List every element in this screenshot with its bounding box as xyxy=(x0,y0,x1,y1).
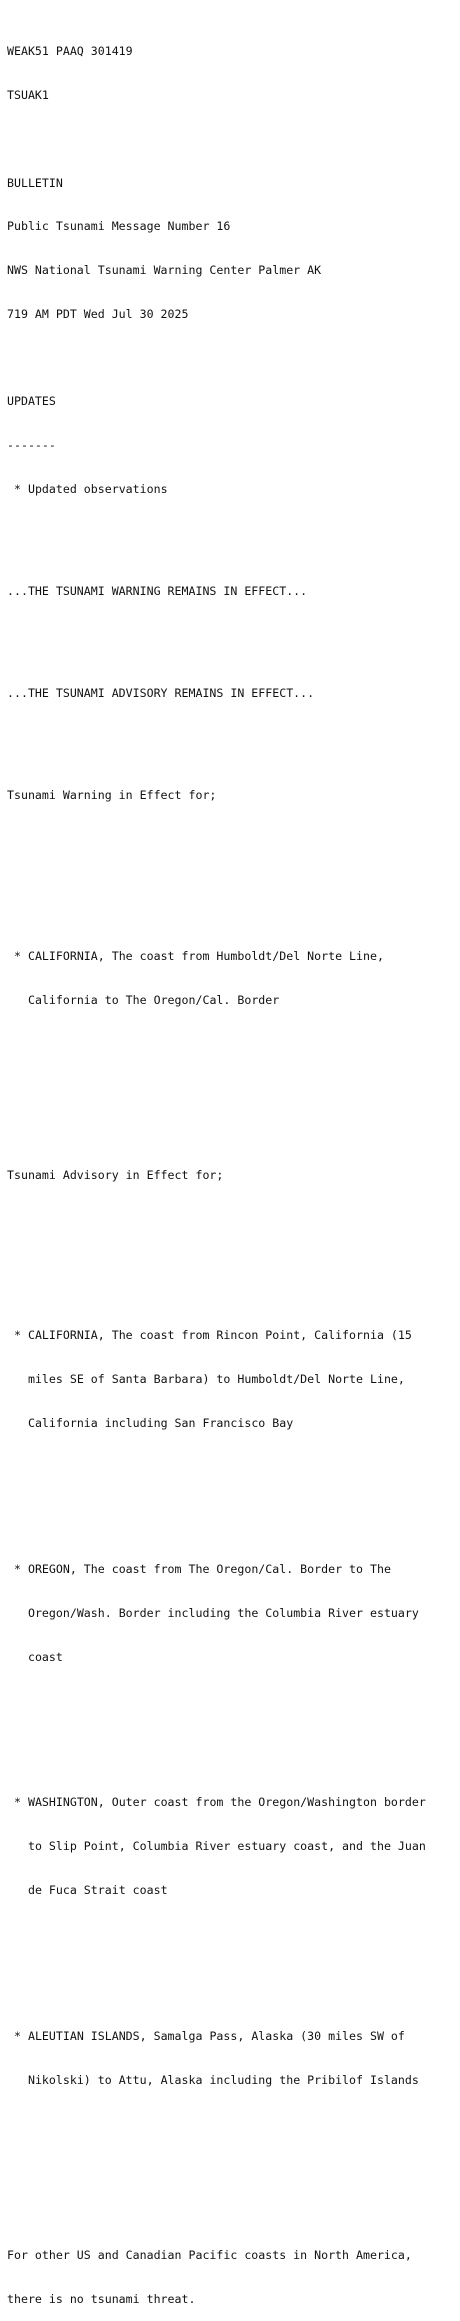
area-line: * CALIFORNIA, The coast from Humboldt/Del Norte Line, xyxy=(14,949,384,963)
footer-line: there is no tsunami threat. xyxy=(7,2291,196,2306)
advisory-area-item xyxy=(7,2000,457,2117)
area-line: Nikolski) to Attu, Alaska including the Pribilof Islands xyxy=(14,2072,419,2087)
message-title: Public Tsunami Message Number 16 xyxy=(7,219,231,234)
advisory-remains-statement: ...THE TSUNAMI ADVISORY REMAINS IN EFFECT... xyxy=(7,686,315,701)
area-line: * WASHINGTON, Outer coast from the Oregon/Washington border xyxy=(14,1795,426,1810)
wmo-header: WEAK51 PAAQ 301419 xyxy=(7,44,133,59)
area-line: California to The Oregon/Cal. Border xyxy=(14,992,280,1007)
warning-remains-statement: ...THE TSUNAMI WARNING REMAINS IN EFFECT... xyxy=(7,584,308,599)
area-line: California including San Francisco Bay xyxy=(14,1416,294,1430)
advisory-heading: Tsunami Advisory in Effect for; xyxy=(7,1167,224,1182)
warning-heading: Tsunami Warning in Effect for; xyxy=(7,788,217,803)
warning-area-list xyxy=(7,891,457,1066)
footer-line: For other US and Canadian Pacific coasts in North America, xyxy=(7,2247,412,2262)
advisory-area-item xyxy=(7,1533,457,1694)
issue-time: 719 AM PDT Wed Jul 30 2025 xyxy=(7,306,189,321)
bulletin-label: BULLETIN xyxy=(7,175,63,190)
area-line: miles SE of Santa Barbara) to Humboldt/Del Norte Line, xyxy=(14,1372,405,1387)
area-line: * ALEUTIAN ISLANDS, Samalga Pass, Alaska (30 miles SW of xyxy=(14,2028,405,2043)
tsunami-bulletin-document xyxy=(7,15,457,2321)
advisory-area-item xyxy=(7,1766,457,1927)
updates-item: * Updated observations xyxy=(14,482,168,496)
area-line: * OREGON, The coast from The Oregon/Cal. Border to The xyxy=(14,1561,391,1576)
advisory-area-item xyxy=(7,1299,457,1460)
advisory-area-list xyxy=(7,1270,457,2146)
updates-heading: UPDATES xyxy=(7,394,56,409)
area-line: de Fuca Strait coast xyxy=(14,1883,168,1897)
issuer: NWS National Tsunami Warning Center Palmer AK xyxy=(7,263,322,278)
warning-area-item xyxy=(7,920,457,1037)
area-line: to Slip Point, Columbia River estuary coast, and the Juan xyxy=(14,1839,426,1854)
area-line: * CALIFORNIA, The coast from Rincon Point, California (15 xyxy=(14,1328,412,1343)
area-line: coast xyxy=(14,1649,63,1664)
updates-underline: ------- xyxy=(7,438,56,453)
area-line: Oregon/Wash. Border including the Columbia River estuary xyxy=(14,1605,419,1620)
awips-id: TSUAK1 xyxy=(7,87,49,102)
